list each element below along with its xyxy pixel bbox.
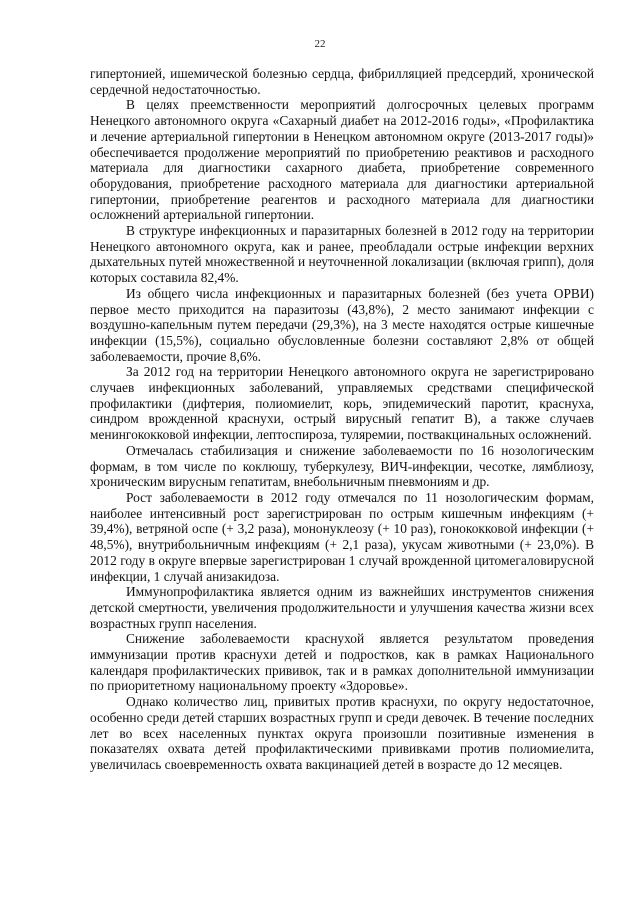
page-number: 22 [314, 38, 326, 50]
paragraph-6: Отмечалась стабилизация и снижение заболеваемости по 16 нозологическим формам, в том числе по коклюшу, туберкулезу, ВИЧ-инфекции, чесотке, лямблиозу, хроническим вирусным гепатитам, внебольничным пневмониям и др. [90, 442, 594, 490]
paragraph-9: Снижение заболеваемости краснухой является результатом проведения иммунизации против краснухи детей и подростков, как в рамках Национального календаря профилактических прививок, так и в рамках дополнительной иммунизации по приоритетному национальному проекту «Здоровье». [90, 631, 594, 694]
paragraph-5: За 2012 год на территории Ненецкого автономного округа не зарегистрировано случаев инфекционных заболеваний, управляемых средствами специфической профилактики (дифтерия, полиомиелит, корь, эпидемический паротит, краснуха, синдром врожденной краснухи, острый вирусный гепатит В), а также случаев менингококковой инфекции, лептоспироза, туляремии, поствакцинальных осложнений. [90, 364, 594, 443]
document-body [90, 66, 594, 773]
paragraph-7: Рост заболеваемости в 2012 году отмечался по 11 нозологическим формам, наиболее интенсивный рост зарегистрирован по острым кишечным инфекциям (+ 39,4%), ветряной оспе (+ 3,2 раза), мононуклеозу (+ 10 раз), гонококковой инфекции (+ 48,5%), внутрибольничным инфекциям (+ 2,1 раза), укусам животными (+ 23,0%). В 2012 году в округе впервые зарегистрирован 1 случай врожденной цитомегаловирусной инфекции, 1 случай анизакидоза. [90, 489, 594, 584]
paragraph-3: В структуре инфекционных и паразитарных болезней в 2012 году на территории Ненецкого автономного округа, как и ранее, преобладали острые инфекции верхних дыхательных путей множественной и неуточненной локализации (включая грипп), доля которых составила 82,4%. [90, 223, 594, 286]
paragraph-10: Однако количество лиц, привитых против краснухи, по округу недостаточное, особенно среди детей старших возрастных групп и среди девочек. В течение последних лет во всех населенных пунктах округа произошли позитивные изменения в показателях охвата детей профилактическими прививками против полиомиелита, увеличилась своевременность охвата вакцинацией детей в возрасте до 12 месяцев. [90, 694, 594, 772]
paragraph-4: Из общего числа инфекционных и паразитарных болезней (без учета ОРВИ) первое место приходится на паразитозы (43,8%), 2 место занимают инфекции с воздушно-капельным путем передачи (29,3%), на 3 месте находятся острые кишечные инфекции (15,5%), социально обусловленные болезни составляют 2,8% от общей заболеваемости, прочие 8,6%. [90, 285, 594, 364]
paragraph-8: Иммунопрофилактика является одним из важнейших инструментов снижения детской смертности, увеличения продолжительности и улучшения качества жизни всех возрастных групп населения. [90, 584, 594, 631]
paragraph-1: гипертонией, ишемической болезнью сердца, фибрилляцией предсердий, хронической сердечной недостаточностью. [90, 66, 594, 97]
paragraph-2: В целях преемственности мероприятий долгосрочных целевых программ Ненецкого автономного округа «Сахарный диабет на 2012-2016 годы», «Профилактика и лечение артериальной гипертонии в Ненецком автономном округе (2013-2017 годы)» обеспечивается продолжение мероприятий по приобретению реактивов и расходного материала для диагностики сахарного диабета, приобретение современного оборудования, приобретение расходного материала для диагностики артериальной гипертонии, приобретение реагентов и расходного материала для диагностики осложнений артериальной гипертонии. [90, 97, 594, 223]
